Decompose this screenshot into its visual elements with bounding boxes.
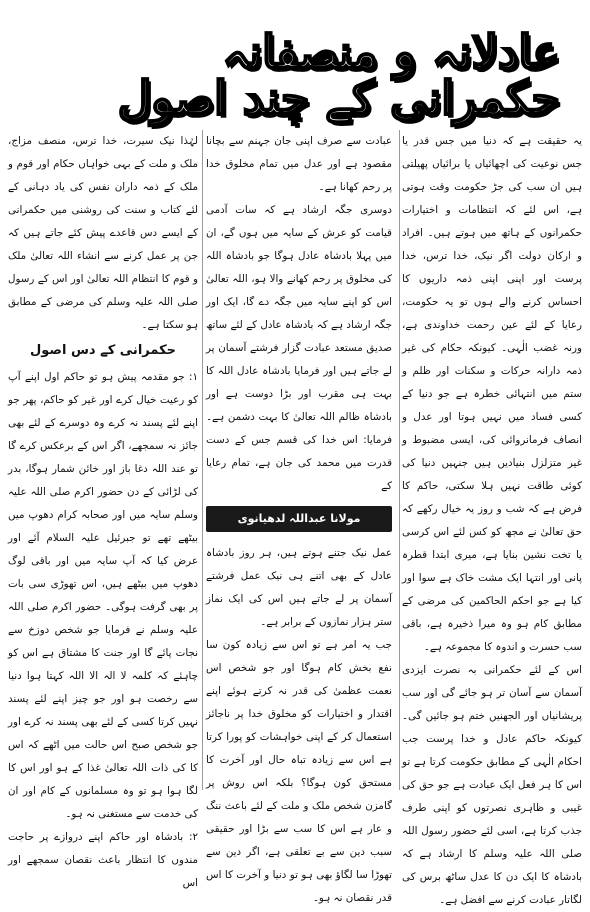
author-byline: مولانا عبداللہ لدھیانوی: [206, 506, 392, 532]
list-item: ۲: بادشاہ اور حاکم اپنے دروازے پر حاجت مندوں کا انتظار باعث نقصان سمجھے اور اس: [8, 831, 198, 889]
article-title: عادلانہ و منصفانہ حکمرانی کے چند اصول: [117, 25, 560, 125]
column-middle: [206, 130, 392, 904]
column-divider: [399, 130, 400, 790]
column-left: [8, 130, 198, 889]
column-right: [402, 130, 582, 906]
column-divider: [202, 130, 203, 790]
paragraph: دوسری جگہ ارشاد ہے کہ سات آدمی قیامت کو عرش کے سایہ میں ہوں گے، ان میں پہلا بادشاہ عادل ہوگا جو بادشاہ اللہ کی مخلوق پر رحم کھانے والا ہو، اللہ تعالیٰ اس کو اپنے سایہ میں جگہ دے گا، ایک اور جگہ ارشاد ہے کہ بادشاہ عادل کے لئے ساتھ صدیق مستعد عبادت گزار فرشتے آسمان پر لے جاتے ہیں اور فرمایا بادشاہ عادل اللہ کا بہت ہی مقرب اور بڑا دوست ہے اور بادشاہ ظالم اللہ تعالیٰ کا بہت دشمن ہے۔ فرمایا: اس خدا کی قسم جس کے دست قدرت میں محمد کی جان ہے، تمام رعایا کے: [206, 204, 392, 492]
paragraph: عمل نیک جتنے ہوتے ہیں، ہر روز بادشاہ عادل کے بھی اتنے ہی نیک عمل فرشتے آسمان پر لے جاتے ہیں اس کی ایک نماز ستر ہزار نمازوں کے برابر ہے۔: [206, 547, 392, 628]
paragraph: عبادت سے صرف اپنی جان جہنم سے بچانا مقصود ہے اور عدل میں تمام مخلوق خدا پر رحم کھانا ہے۔: [206, 135, 392, 193]
paragraph: یہ حقیقت ہے کہ دنیا میں جس قدر یا جس نوعیت کی اچھائیاں یا برائیاں پھیلتی ہیں ان سب کی جڑ حکومت وقت ہوتی ہے، اس لئے کہ انتظامات و اختیارات حکمرانوں کے ہاتھ میں ہوتے ہیں۔ افراد و ارکان دولت اگر نیک، خدا ترس، خدا پرست اور اپنی اپنی ذمہ داریوں کا احساس کرنے والے ہوں تو یہ حکومت، رعایا کے لئے عین رحمت خداوندی ہے، ورنہ غضب الٰہی۔ کیونکہ حکام کی غیر ذمہ دارانہ حرکات و سکنات اور ظلم و ستم میں انتہائی خطرہ ہے جو دنیا کے کسی فساد میں نہیں ہوتا اور عدل و انصاف فرمانروائی کی، ایسی مضبوط و غیر متزلزل بنیادیں ہیں جنہیں دنیا کی کوئی طاقت نہیں ہلا سکتی، حاکم کا فرض ہے کہ شب و روز یہ خیال رکھے کہ حق تعالیٰ نے مجھ کو کس لئے اس کرسی یا تخت نشین بنایا ہے، میری ابتدا قطرہ پانی اور انتہا ایک مشت خاک ہے سوا اور کیا ہے جو احکم الحاکمین کی مرضی کے مطابق کام ہو وہ میرا ذخیرہ ہے، باقی سب حسرت و اندوہ کا مجموعہ ہے۔: [402, 135, 582, 653]
section-heading: حکمرانی کے دس اصول: [29, 343, 177, 358]
list-item: ۱: جو مقدمہ پیش ہو تو حاکم اول اپنے آپ کو رعیت خیال کرے اور غیر کو حاکم، پھر جو اپنے لئے پسند نہ کرے وہ دوسرے کے لئے بھی جائز نہ سمجھے، اگر اس کے برعکس کرے گا تو عند اللہ دغا باز اور خائن شمار ہوگا، بدر کی لڑائی کے دن حضور اکرم صلی اللہ علیہ وسلم سایہ میں اور صحابہ کرام دھوپ میں بیٹھے تھے تو جبرئیل علیہ السلام آئے اور عرض کیا کہ آپ سایہ میں اور باقی لوگ دھوپ میں بیٹھے ہیں، اس تھوڑی سی بات پر بھی گرفت ہوگی۔ حضور اکرم صلی اللہ علیہ وسلم نے فرمایا جو شخص دوزخ سے نجات پائے گا اور جنت کا مشتاق ہے اس کو چاہئے کہ کلمہ لا الہ الا اللہ کہتا ہوا دنیا سے رخصت ہو اور جو چیز اپنے لئے پسند نہیں کرتا کسی کے لئے بھی پسند نہ کرے اور جو شخص صبح اس حالت میں اٹھے کہ اس کا کی ذات اللہ تعالیٰ غذا کے ہو اور اس کا لگا ہوا ہو تو وہ مسلمانوں کے کام اور ان کی خدمت سے مستغنی نہ ہو۔: [8, 371, 198, 820]
paragraph: جب یہ امر ہے تو اس سے زیادہ کون سا نفع بخش کام ہوگا اور جو شخص اس نعمت عظمیٰ کی قدر نہ کرتے ہوئے اپنے اقتدار و اختیارات کو مخلوق خدا پر ناجائز استعمال کر کے اپنی خواہشات کو پورا کرتا ہے اس سے زیادہ تباہ حال اور آخرت کا مستحق کون ہوگا؟ بلکہ اس روش پر گامزن شخص ملک و ملت کے لئے باعث ننگ و عار ہے اس کا سب سے بڑا اور حقیقی سبب دین سے بے تعلقی ہے، اگر دین سے تھوڑا سا لگاؤ بھی ہو تو دنیا و آخرت کا اس قدر نقصان نہ ہو۔: [206, 639, 392, 904]
paragraph: لہٰذا نیک سیرت، خدا ترس، منصف مزاج، ملک و ملت کے بہی خواہاں حکام اور قوم و ملک کے ذمہ داران نفس کی یاد دہانی کے لئے کتاب و سنت کی روشنی میں حکمرانی کے ایسے دس قاعدے پیش کئے جاتے ہیں کہ جن پر عمل کرنے سے انشاء اللہ تعالیٰ ملک و قوم کا انتظام اللہ تعالیٰ اور اس کے رسول صلی اللہ علیہ وسلم کی مرضی کے مطابق ہو سکتا ہے۔: [8, 135, 198, 331]
paragraph: اس کے لئے حکمرانی بہ نصرت ایزدی آسمان سے آسان تر ہو جائے گی اور سب پریشانیاں اور الجھنیں ختم ہو جائیں گی۔ کیونکہ حاکم عادل و خدا پرست جب احکام الٰہی کے مطابق حکومت کرتا ہے تو اس کا ہر فعل ایک عبادت ہے جو حق کی غیبی و ظاہری نصرتوں کو اپنی طرف جذب کرتا ہے، اسی لئے حضور رسول اللہ صلی اللہ علیہ وسلم کا ارشاد ہے کہ بادشاہ کا ایک دن کا عدل ساٹھ برس کی لگاتار عبادت کرنے سے افضل ہے۔: [402, 664, 582, 906]
